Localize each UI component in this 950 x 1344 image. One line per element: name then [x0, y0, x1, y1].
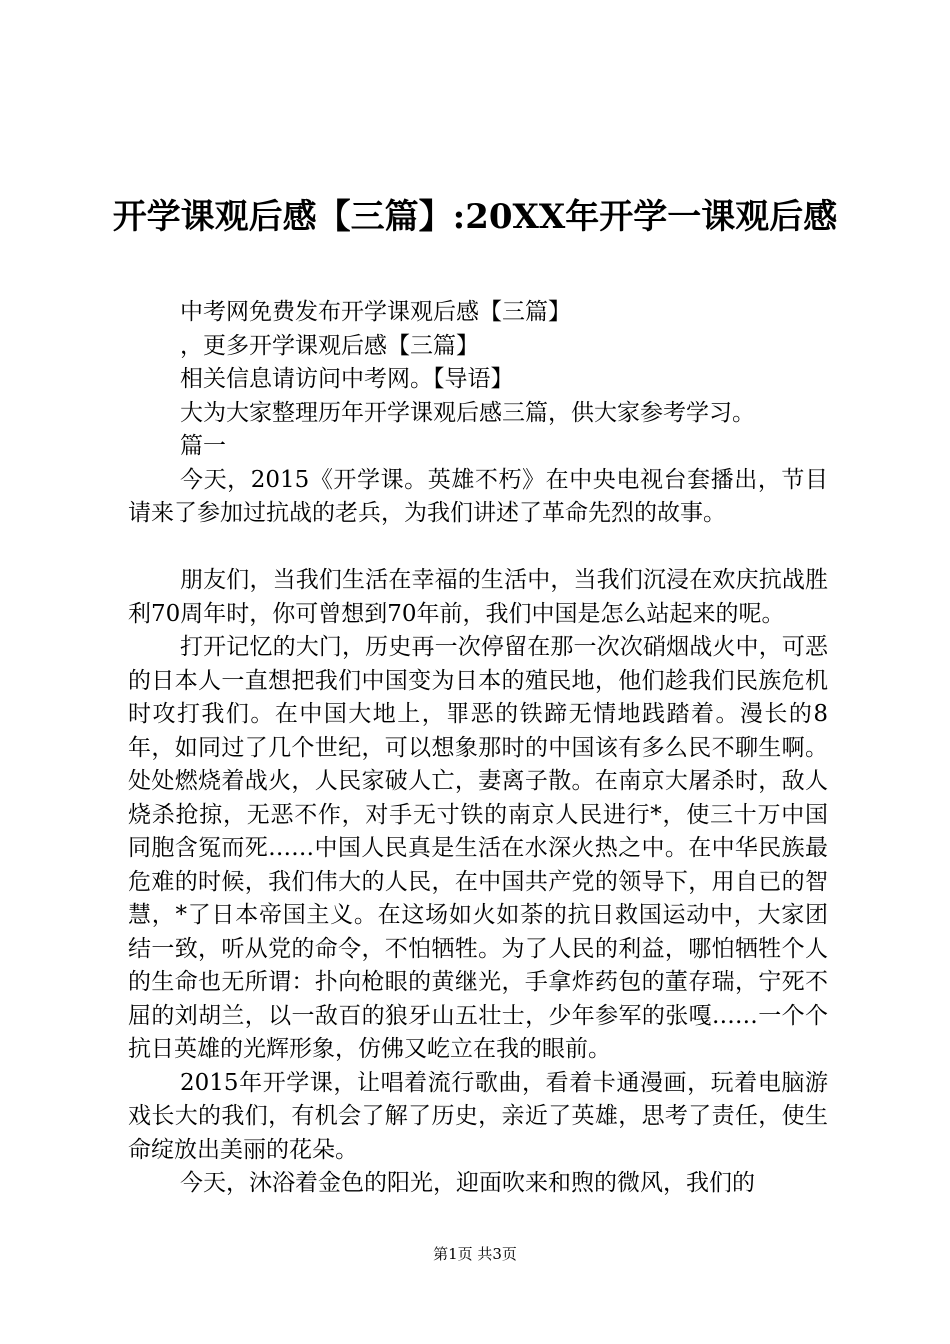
document-body — [128, 296, 828, 1201]
paragraph: 打开记忆的大门，历史再一次停留在那一次次硝烟战火中，可恶的日本人一直想把我们中国变为日本的殖民地，他们趁我们民族危机时攻打我们。在中国大地上，罪恶的铁蹄无情地践踏着。漫长的8年，如同过了几个世纪，可以想象那时的中国该有多么民不聊生啊。处处燃烧着战火，人民家破人亡，妻离子散。在南京大屠杀时，敌人烧杀抢掠，无恶不作，对手无寸铁的南京人民进行*，使三十万中国同胞含冤而死……中国人民真是生活在水深火热之中。在中华民族最危难的时候，我们伟大的人民，在中国共产党的领导下，用自已的智慧，*了日本帝国主义。在这场如火如荼的抗日救国运动中，大家团结一致，听从党的命令，不怕牺牲。为了人民的利益，哪怕牺牲个人的生命也无所谓：扑向枪眼的黄继光，手拿炸药包的董存瑞，宁死不屈的刘胡兰，以一敌百的狼牙山五壮士，少年参军的张嘎……一个个抗日英雄的光辉形象，仿佛又屹立在我的眼前。 — [128, 634, 828, 1062]
paragraph-spacer — [128, 531, 828, 565]
section-heading: 篇一 — [180, 433, 226, 459]
paragraph: 今天，沐浴着金色的阳光，迎面吹来和煦的微风，我们的 — [180, 1170, 755, 1196]
document-title: 开学课观后感【三篇】:20XX年开学一课观后感 — [112, 197, 838, 237]
paragraph: 2015年开学课，让唱着流行歌曲，看着卡通漫画，玩着电脑游戏长大的我们，有机会了解了历史，亲近了英雄，思考了责任，使生命绽放出美丽的花朵。 — [128, 1069, 828, 1163]
intro-line: 相关信息请访问中考网。【导语】 — [180, 366, 514, 392]
paragraph: 今天，2015《开学课。英雄不朽》在中央电视台套播出，节目请来了参加过抗战的老兵，为我们讲述了革命先烈的故事。 — [128, 466, 828, 526]
paragraph: 朋友们，当我们生活在幸福的生活中，当我们沉浸在欢庆抗战胜利70周年时，你可曾想到70年前，我们中国是怎么站起来的呢。 — [128, 567, 828, 627]
intro-line: 大为大家整理历年开学课观后感三篇，供大家参考学习。 — [180, 399, 755, 426]
intro-line: ，更多开学课观后感【三篇】 — [180, 332, 479, 359]
page-footer: 第1页 共3页 — [433, 1245, 517, 1263]
intro-line: 中考网免费发布开学课观后感【三篇】 — [180, 299, 571, 325]
